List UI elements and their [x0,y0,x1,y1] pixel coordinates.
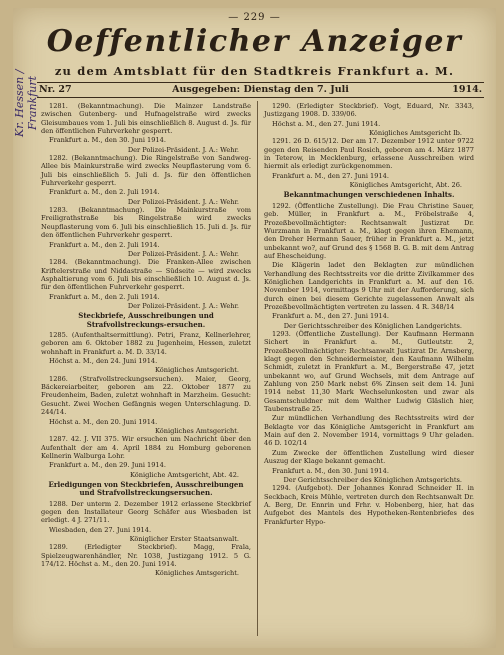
notice-paragraph: 1284. (Bekanntmachung). Die Franken-Allee zwischen Kriftelerstraße und Niddastraße — Südseite — wird zwecks Asphaltierung vom 6. Juli bis einschließlich 10. August d. Js. für den öffentlichen Fuhrverkehr gesperrt. [41,258,251,292]
newspaper-page [13,8,496,648]
section-heading: Bekanntmachungen verschiedenen Inhalts. [283,190,455,200]
notice-paragraph: 1290. (Erledigter Steckbrief). Vogt, Eduard, Nr. 3343, Justizgang 1908. D. 339/06. [264,102,474,119]
notice-paragraph: Die Klägerin ladet den Beklagten zur mündlichen Verhandlung des Rechtsstreits vor die dritte Zivilkammer des Königlichen Landgerichts in Frankfurt a. M. auf den 16. November 1914, vormittags 9 Uhr mit der Aufforderung, sich durch einen bei diesem Gerichte zugelassenen Anwalt als Prozeßbevollmächtigten vertreten zu lassen. 4 R. 348/14 [264,261,474,311]
column-divider [257,101,258,636]
section-heading: Erledigungen von Steckbriefen, Ausschreibungen und Strafvollstreckungsersuchen. [48,479,244,498]
notice-paragraph: 1292. (Öffentliche Zustellung). Die Frau Christine Sauer, geb. Müller, in Frankfurt a. M., Fröbelstraße 4, Prozeßbevollmächtigter: Rechtsanwalt Justizrat Dr. Wurzmann in Frankfurt a. M., klagt gegen ihren Ehemann, den Dreher Hermann Sauer, früher in Frankfurt a. M., jetzt unbekannt wo?, auf Grund des § 1568 B. G. B. mit dem Antrag auf Ehescheidung. [264,201,474,260]
notice-paragraph: Frankfurt a. M., den 29. Juni 1914. [49,461,166,470]
notice-paragraph: Zur mündlichen Verhandlung des Rechtsstreits wird der Beklagte vor das Königliche Amtsgericht in Frankfurt am Main auf den 2. November 1914, vormittags 9 Uhr geladen. 46 D. 102/14 [264,414,474,448]
section-heading: Steckbriefe, Ausschreibungen und Strafvollstreckungs-ersuchen. [78,311,214,329]
notice-paragraph: Frankfurt a. M., den 2. Juli 1914. [49,240,160,249]
issue-number: Nr. 27 [39,84,72,95]
notice-paragraph: 1293. (Öffentliche Zustellung). Der Kaufmann Hermann Sichert in Frankfurt a. M., Gutleutstr. 2, Prozeßbevollmächtigter: Rechtsanwalt Justizrat Dr. Arnsberg, klagt gegen den Schneidermeister, den Kaufmann Wilhelm Schmidt, zuletzt in Frankfurt a. M., Bergerstraße 47, jetzt unbekannt wo, auf Grund Wechsels, mit dem Antrage auf Zahlung von 250 Mark nebst 6% Zinsen seit dem 14. Juni 1914 nebst 11,30 Mark Wechselunkosten und zwar als Gesamtschuldner mit dem Walther Ludwig Gläslich hier, Taubenstraße 25. [264,330,474,414]
notice-paragraph: Höchst a. M., den 24. Juni 1914. [49,357,158,366]
notice-paragraph: Zum Zwecke der öffentlichen Zustellung wird dieser Auszug der Klage bekannt gemacht. [264,448,474,466]
notice-paragraph: 1294. (Aufgebot). Der Johannes Konrad Schneider II. in Seckbach, Kreis Mühle, vertreten durch den Rechtsanwalt Dr. A. Berg, Dr. Ennrin und Frhr. v. Hobenberg, hier, hat das Aufgebot des Mantels des Hypotheken-Rentenbriefes des Frankfurter Hypo- [264,484,474,526]
signature-line: Königliches Amtsgericht. [155,366,239,375]
notice-paragraph: Höchst a. M., den 27. Juni 1914. [272,119,381,128]
signature-line: Der Polizei-Präsident. J. A.: Wehr. [127,197,239,206]
notice-paragraph: Frankfurt a. M., den 27. Juni 1914. [272,312,389,321]
signature-line: Der Polizei-Präsident. J. A.: Wehr. [127,301,239,310]
signature-line: Der Gerichtsschreiber des Königlichen Landgerichts. [283,321,462,330]
signature-line: Der Polizei-Präsident. J. A.: Wehr. [127,249,239,258]
page-number: — 229 — [228,12,281,23]
notice-paragraph: 1286. (Strafvollstreckungsersuchen). Maier, Georg, Bäckereiarbeiter, geboren am 22. Oktober 1877 zu Freudenheim, Baden, zuletzt wohnhaft in Marzheim. Gesucht: Gesucht. Zwei Wochen Gefängnis wegen Unterschlagung. D. 244/14. [41,374,251,417]
issue-bar [37,82,484,98]
notice-paragraph: 1281. (Bekanntmachung). Die Mainzer Landstraße zwischen Gutenberg- und Hufnagelstraße wird zwecks Gleisumbaues vom 1. Juli bis einschließlich 8. August d. Js. für den öffentlichen Fuhrverkehr gesperrt. [41,102,251,136]
right-column [264,102,474,527]
left-column [41,102,251,578]
handwritten-side-mark: Kr. Hessen / Frankfurt [13,69,39,137]
signature-line: Königliches Amtsgericht. [155,426,239,435]
signature-line: Königlicher Erster Staatsanwalt. [129,535,239,544]
notice-paragraph: 1283. (Bekanntmachung). Die Mainkurstraße vom Freiligrathstraße bis Ringelstraße wird zwecks Neupflasterung vom 6. Juli bis einschließlich 15. Juli d. Js. für den öffentlichen Fuhrverkehr gesperrt. [41,206,251,240]
page-subtitle: zu dem Amtsblatt für den Stadtkreis Frankfurt a. M. [54,64,455,78]
notice-paragraph: Frankfurt a. M., den 27. Juni 1914. [272,171,389,180]
page-title: Oeffentlicher Anzeiger [46,24,463,59]
notice-paragraph: Wiesbaden, den 27. Juni 1914. [49,525,152,534]
notice-paragraph: 1289. (Erledigter Steckbrief). Magg, Frala, Spielzeugwarenhändler, Nr. 1038, Justizgang 1912. 5 G. 174/12. Höchst a. M., den 20. Juni 1914. [41,543,251,569]
signature-line: Königliches Amtsgericht Ib. [369,129,462,138]
issue-date: Ausgegeben: Dienstag den 7. Juli [172,84,349,95]
notice-paragraph: Frankfurt a. M., den 30. Juni 1914. [272,466,389,475]
signature-line: Der Gerichtsschreiber des Königlichen Amtsgerichts. [283,475,462,484]
notice-paragraph: Frankfurt a. M., den 30. Juni 1914. [49,136,166,145]
notice-paragraph: Frankfurt a. M., den 2. Juli 1914. [49,292,160,301]
signature-line: Königliches Amtsgericht. [155,569,239,578]
notice-paragraph: 1287. 42. J. VII 375. Wir ersuchen um Nachricht über den Aufenthalt der am 4. April 1884 zu Homburg geborenen Kellnerin Walburga Lohr. [41,435,251,460]
signature-line: Königliche Amtsgericht, Abt. 42. [130,470,239,479]
notice-paragraph: 1291. 26 D. 615/12. Der am 17. Dezember 1912 unter 9722 gegen den Reisenden Paul Rosich, geboren am 4. März 1877 in Teterow, in Mecklenburg, erlassene Ausschreiben wird hiermit als erledigt zurückgenommen. [264,137,474,171]
notice-paragraph: 1282. (Bekanntmachung). Die Ringelstraße von Sandweg-Allee bis Mainkurstraße wird zwecks Neupflasterung vom 6. Juli bis einschließlich 5. Juli d. Js. für den öffentlichen Fuhrverkehr gesperrt. [41,154,251,188]
signature-line: Königliches Amtsgericht, Abt. 26. [349,181,462,190]
issue-year: 1914. [452,84,482,95]
notice-paragraph: Frankfurt a. M., den 2. Juli 1914. [49,188,160,197]
signature-line: Der Polizei-Präsident. J. A.: Wehr. [127,145,239,154]
notice-paragraph: 1288. Der unterm 2. Dezember 1912 erlassene Steckbrief gegen den Installateur Georg Schäfer aus Wiesbaden ist erledigt. 4 J. 271/11. [41,499,251,525]
notice-paragraph: Höchst a. M., den 20. Juni 1914. [49,417,158,426]
notice-paragraph: 1285. (Aufenthaltsermittlung). Petri, Franz, Kellnerlehrer, geboren am 6. Oktober 1882 zu Jugenheim, Hessen, zuletzt wohnhaft in Frankfurt a. M. D. 33/14. [41,331,251,356]
